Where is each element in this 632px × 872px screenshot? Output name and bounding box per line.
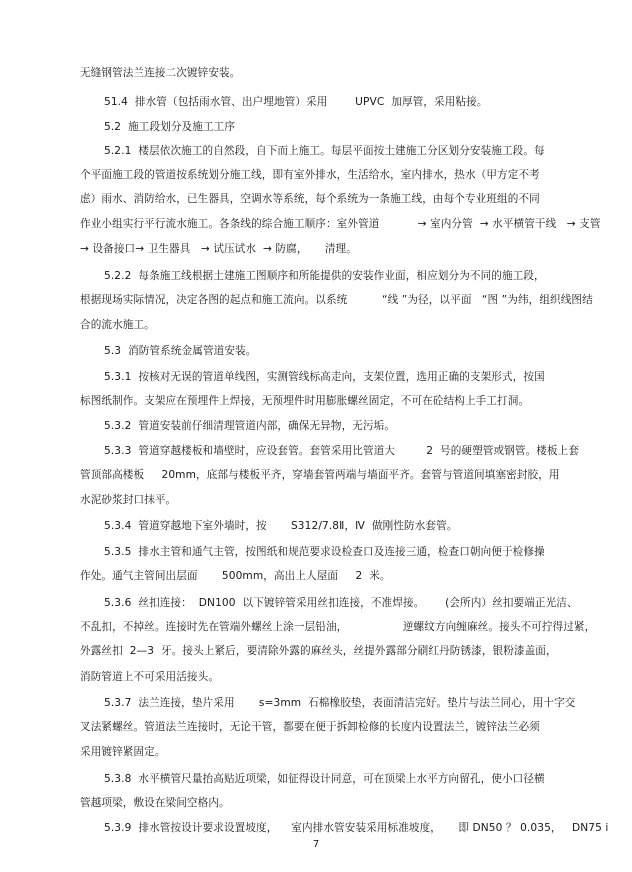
text-line: 水泥砂浆封口抹平。 xyxy=(80,494,177,506)
text-line: 5.3.1 按核对无误的管道单线图，实测管线标高走向，支架位置，选用正确的支架形式，按国 xyxy=(104,371,545,383)
text-line: 管越项梁，敷设在梁间空格内。 xyxy=(80,797,230,809)
text-line: 5.2.2 每条施工线根据土建施工图顺序和所能提供的安装作业面，相应划分为不同的施工段， xyxy=(104,270,545,282)
text-line: 外露丝扣 2—3 牙。接头上紧后，要清除外露的麻丝头，丝提外露部分刷红丹防锈漆，银粉漆盖面， xyxy=(80,645,557,657)
text-line: 5.3.8 水平横管尺量抬高贴近项梁，如征得设计同意，可在顶梁上水平方向留孔，使小口径横 xyxy=(104,773,545,785)
text-line: 管顶部高楼板 20mm，底部与楼板平齐，穿墙套管两端与墙面平齐。套管与管道间填塞密封胶，用 xyxy=(80,469,560,481)
text-line: 不乱扣，不掉丝。连接时先在管端外螺丝上涂一层铅油， 逆螺纹方向缠麻丝。接头不可拧得过紧， xyxy=(80,621,596,633)
text-line: 5.3.5 排水主管和通气主管，按图纸和规范要求设检查口及连接三通，检查口朝向便于检修操 xyxy=(104,546,545,558)
text-line: 消防管道上不可采用活接头。 xyxy=(80,671,220,683)
text-line: 5.3.9 排水管按设计要求设置坡度， 室内排水管安装采用标准坡度， 即 DN50 ？ 0.035， DN75 i xyxy=(104,822,609,834)
section-heading: 5.2 施工段划分及施工工序 xyxy=(104,121,236,133)
text-line: 作业小组实行平行流水施工。各条线的综合施工顺序：室外管道 → 室内分管 → 水平横管干线 → 支管 xyxy=(80,218,601,230)
text-line: 根据现场实际情况，决定各图的起点和施工流向。以系统 “线 ”为径，以平面 “图 ”为纬，组织线图结 xyxy=(80,294,593,306)
text-line: 5.3.6 丝扣连接： DN100 以下镀锌管采用丝扣连接，不准焊接。 (会所内）丝扣要端正光洁、 xyxy=(104,597,578,609)
text-line: 5.3.3 管道穿越楼板和墙壁时，应设套管。套管采用比管道大 2 号的硬塑管或钢管。楼板上套 xyxy=(104,445,580,457)
text-line: 采用镀锌紧固定。 xyxy=(80,746,166,758)
text-line: 标图纸制作。支架应在预埋件上焊接，无预埋件时用膨胀螺丝固定，不可在砼结构上手工打洞。 xyxy=(80,395,530,407)
page-number: 7 xyxy=(312,839,320,850)
text-line: 5.2.1 楼层依次施工的自然段，自下而上施工。每层平面按土建施工分区划分安装施工段。每 xyxy=(104,145,545,157)
text-line: 合的流水施工。 xyxy=(80,319,155,331)
text-line: 5.3.4 管道穿越地下室外墙时，按 S312/7.8Ⅱ，Ⅳ 做刚性防水套管。 xyxy=(104,520,458,532)
text-line: 作处。通气主管间出层面 500mm，高出上人屋面 2 米。 xyxy=(80,570,391,582)
text-line: 5.3.7 法兰连接，垫片采用 s=3mm 石棉橡胶垫，表面清洁完好。垫片与法兰同心，用十字交 xyxy=(104,697,576,709)
text-line: 叉法紧螺丝。管道法兰连接时，无论干管，都要在便于拆卸检修的长度内设置法兰，镀锌法兰必须 xyxy=(80,721,540,733)
text-line: 5.3.2 管道安装前仔细清理管道内部，确保无异物，无污垢。 xyxy=(104,420,396,432)
text-line: → 设备接口→ 卫生器具 → 试压试水 → 防腐， 清理。 xyxy=(80,243,357,255)
text-line: 个平面施工段的管道按系统划分施工线，即有室外排水，生活给水，室内排水，热水（甲方定不考 xyxy=(80,169,540,181)
text-line: 51.4 排水管（包括雨水管、出户埋地管）采用 UPVC 加厚管，采用粘接。 xyxy=(104,96,488,108)
section-heading: 5.3 消防管系统金属管道安装。 xyxy=(104,345,257,357)
text-line: 无缝钢管法兰连接二次镀锌安装。 xyxy=(80,67,241,79)
text-line: 虑）雨水、消防给水，已生器具，空调水等系统，每个系统为一条施工线，由每个专业班组的不同 xyxy=(80,193,540,205)
